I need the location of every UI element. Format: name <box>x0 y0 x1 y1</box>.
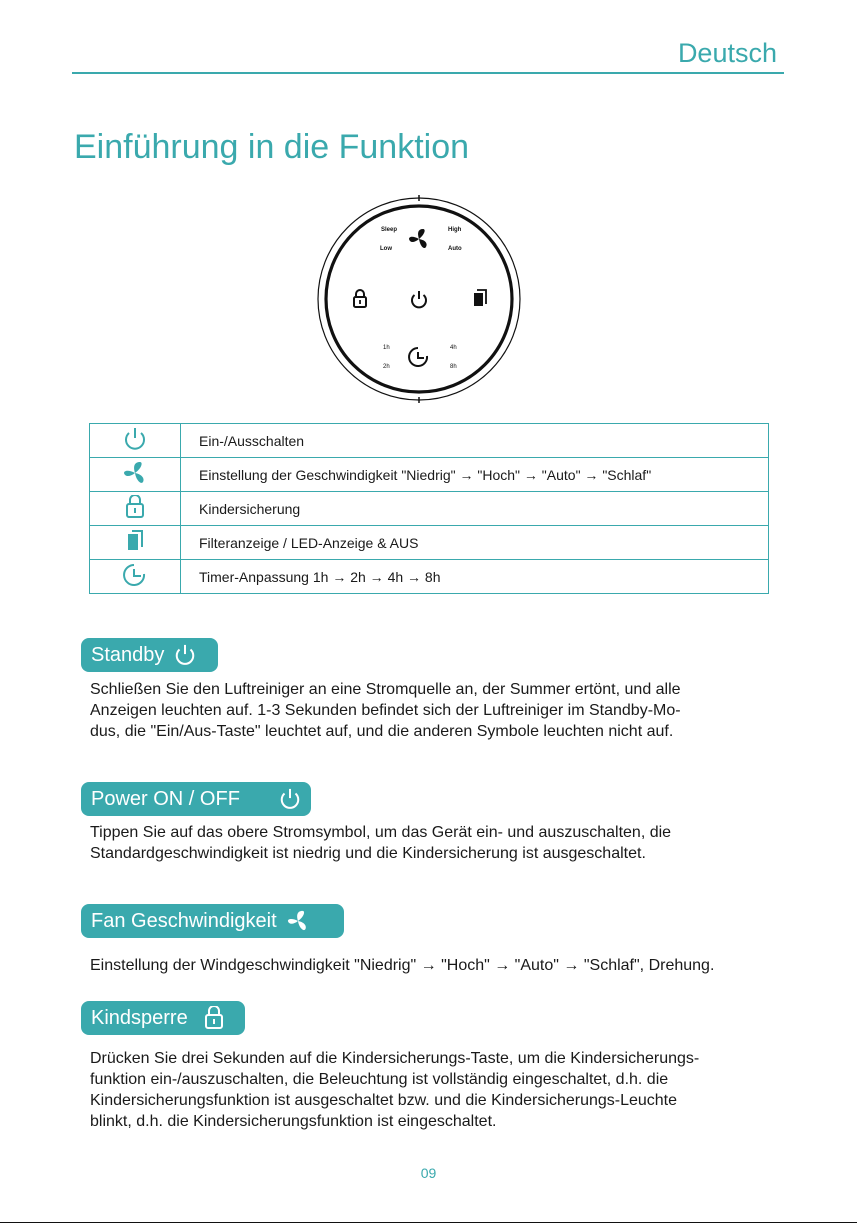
lock-icon <box>354 290 366 307</box>
fan-paragraph <box>90 955 810 976</box>
text-line: Schließen Sie den Luftreiniger an eine Stromquelle an, der Summer ertönt, und alle <box>90 681 681 698</box>
timer-label-1h: 1h <box>383 345 390 351</box>
legend-text: Ein-/Ausschalten <box>181 424 769 458</box>
text-line: Anzeigen leuchten auf. 1-3 Sekunden befindet sich der Luftreiniger im Standby-Mo- <box>90 702 681 719</box>
language-label: Deutsch <box>677 38 777 68</box>
power-icon <box>279 788 301 810</box>
function-legend-table <box>89 423 769 594</box>
header-rule <box>72 72 784 74</box>
panel-ring <box>316 192 522 406</box>
power-heading-label: Power ON / OFF <box>91 787 240 810</box>
lock-heading <box>81 1001 245 1035</box>
fan-label-sleep: Sleep <box>381 227 398 233</box>
legend-text: Einstellung der Geschwindigkeit "Niedrig" → "Hoch" → "Auto" → "Schlaf" <box>181 458 769 492</box>
timer-label-8h: 8h <box>450 364 457 370</box>
text-line: Drücken Sie drei Sekunden auf die Kindersicherungs-Taste, um die Kindersicherungs- <box>90 1050 700 1067</box>
fan-label-low: Low <box>380 246 392 252</box>
standby-heading <box>81 638 218 672</box>
text-line: dus, die "Ein/Aus-Taste" leuchtet auf, und die anderen Symbole leuchten nicht auf. <box>90 723 674 740</box>
text-line: Tippen Sie auf das obere Stromsymbol, um das Gerät ein- und auszuschalten, die <box>90 824 672 841</box>
legend-text: Timer-Anpassung 1h → 2h → 4h → 8h <box>181 560 769 594</box>
legend-row <box>90 492 769 526</box>
fan-icon <box>287 910 309 932</box>
page-title: Einführung in die Funktion <box>74 128 470 166</box>
bottom-rule <box>0 1222 857 1223</box>
text-line: blinkt, d.h. die Kindersicherungsfunktion ist eingeschaltet. <box>90 1113 497 1130</box>
filter-icon <box>474 290 486 306</box>
fan-label-high: High <box>448 227 462 233</box>
lock-icon <box>202 1006 226 1030</box>
legend-row <box>90 458 769 492</box>
legend-text: Filteranzeige / LED-Anzeige & AUS <box>181 526 769 560</box>
power-icon <box>174 644 196 666</box>
text-line: funktion ein-/auszuschalten, die Beleuchtung ist vollständig eingeschaltet, d.h. die <box>90 1071 669 1088</box>
timer-label-4h: 4h <box>450 345 457 351</box>
standby-paragraph <box>90 679 790 742</box>
timer-icon <box>123 563 147 587</box>
timer-label-2h: 2h <box>383 364 390 370</box>
power-icon <box>123 427 147 451</box>
power-icon <box>412 291 426 307</box>
fan-heading-label: Fan Geschwindigkeit <box>91 909 277 932</box>
standby-heading-label: Standby <box>91 643 165 666</box>
text-line: Kindersicherungsfunktion ist ausgeschaltet bzw. und die Kindersicherungs-Leuchte <box>90 1092 678 1109</box>
filter-icon <box>123 529 147 553</box>
legend-row <box>90 560 769 594</box>
fan-label-auto: Auto <box>448 246 462 252</box>
lock-heading-label: Kindsperre <box>91 1006 188 1029</box>
legend-row <box>90 526 769 560</box>
power-heading <box>81 782 311 816</box>
legend-row <box>90 424 769 458</box>
power-paragraph <box>90 822 790 864</box>
fan-icon <box>409 229 427 248</box>
text-line: Einstellung der Windgeschwindigkeit "Niedrig" → "Hoch" → "Auto" → "Schlaf", Drehung. <box>90 957 715 974</box>
page-number: 09 <box>420 1165 437 1181</box>
lock-icon <box>123 495 147 519</box>
fan-heading <box>81 904 344 938</box>
lock-paragraph <box>90 1048 790 1132</box>
text-line: Standardgeschwindigkeit ist niedrig und die Kindersicherung ist ausgeschaltet. <box>90 845 646 862</box>
timer-icon <box>409 348 427 366</box>
control-panel-illustration <box>316 192 522 406</box>
fan-icon <box>123 461 147 485</box>
legend-text: Kindersicherung <box>181 492 769 526</box>
